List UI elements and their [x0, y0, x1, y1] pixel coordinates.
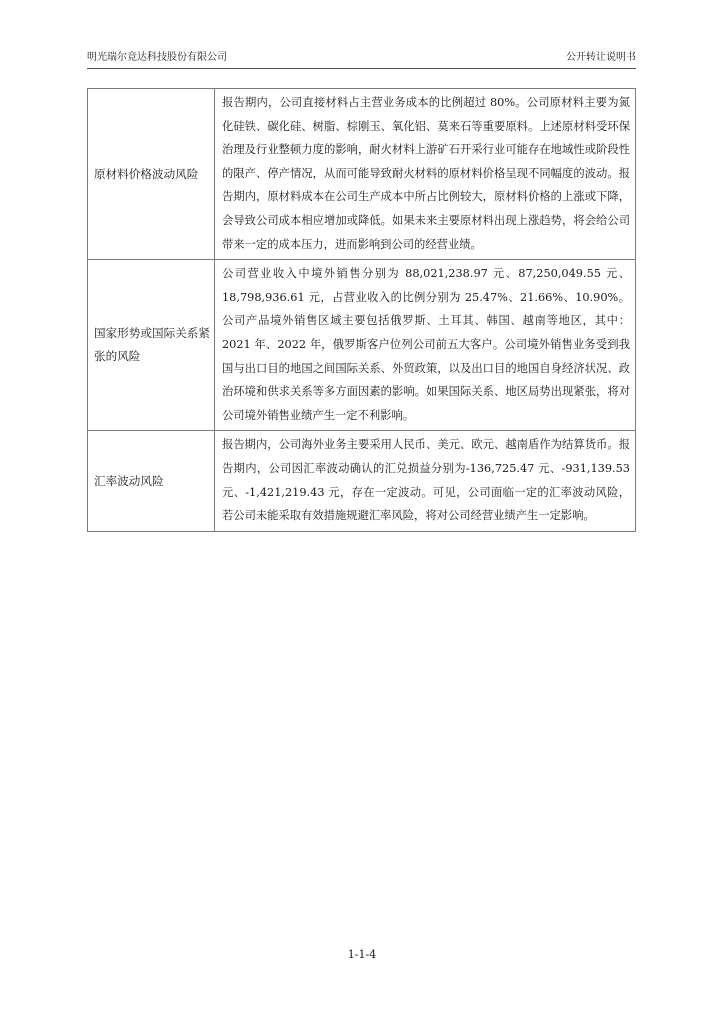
risk-name-raw-material: 原材料价格波动风险 [88, 89, 215, 260]
risk-desc-exchange-rate: 报告期内，公司海外业务主要采用人民币、美元、欧元、越南盾作为结算货币。报告期内，公司因汇率波动确认的汇兑损益分别为-136,725.47 元、-931,139.53 元、-1,421,219.43 元，存在一定波动。可见，公司面临一定的汇率波动风险，若公司未能采取有效措施规避汇率风险，将对公司经营业绩产生一定影响。 [215, 431, 636, 531]
table-row [88, 89, 636, 260]
risk-name-international: 国家形势或国际关系紧张的风险 [88, 260, 215, 431]
page-header [87, 50, 636, 69]
risk-desc-raw-material: 报告期内，公司直接材料占主营业务成本的比例超过 80%。公司原材料主要为氮化硅铁、碳化硅、树脂、棕刚玉、氧化铝、莫来石等重要原料。上述原材料受环保治理及行业整顿力度的影响，耐火材料上游矿石开采行业可能存在地域性或阶段性的限产、停产情况，从而可能导致耐火材料的原材料价格呈现不同幅度的波动。报告期内，原材料成本在公司生产成本中所占比例较大，原材料价格的上涨或下降，会导致公司成本相应增加或降低。如果未来主要原材料出现上涨趋势，将会给公司带来一定的成本压力，进而影响到公司的经营业绩。 [215, 89, 636, 260]
table-row [88, 260, 636, 431]
company-name: 明光瑞尔竞达科技股份有限公司 [87, 52, 227, 63]
risk-desc-international: 公司营业收入中境外销售分别为 88,021,238.97 元、87,250,049.55 元、18,798,936.61 元，占营业收入的比例分别为 25.47%、21.66%、10.90%。公司产品境外销售区域主要包括俄罗斯、土耳其、韩国、越南等地区，其中：2021 年、2022 年，俄罗斯客户位列公司前五大客户。公司境外销售业务受到我国与出口目的地国之间国际关系、外贸政策，以及出口目的地国自身经济状况、政治环境和供求关系等多方面因素的影响。如果国际关系、地区局势出现紧张，将对公司境外销售业绩产生一定不利影响。 [215, 260, 636, 431]
risk-name-exchange-rate: 汇率波动风险 [88, 431, 215, 531]
table-row [88, 431, 636, 531]
document-title: 公开转让说明书 [566, 52, 636, 63]
risk-table [87, 88, 636, 532]
page-number: 1-1-4 [347, 948, 377, 961]
